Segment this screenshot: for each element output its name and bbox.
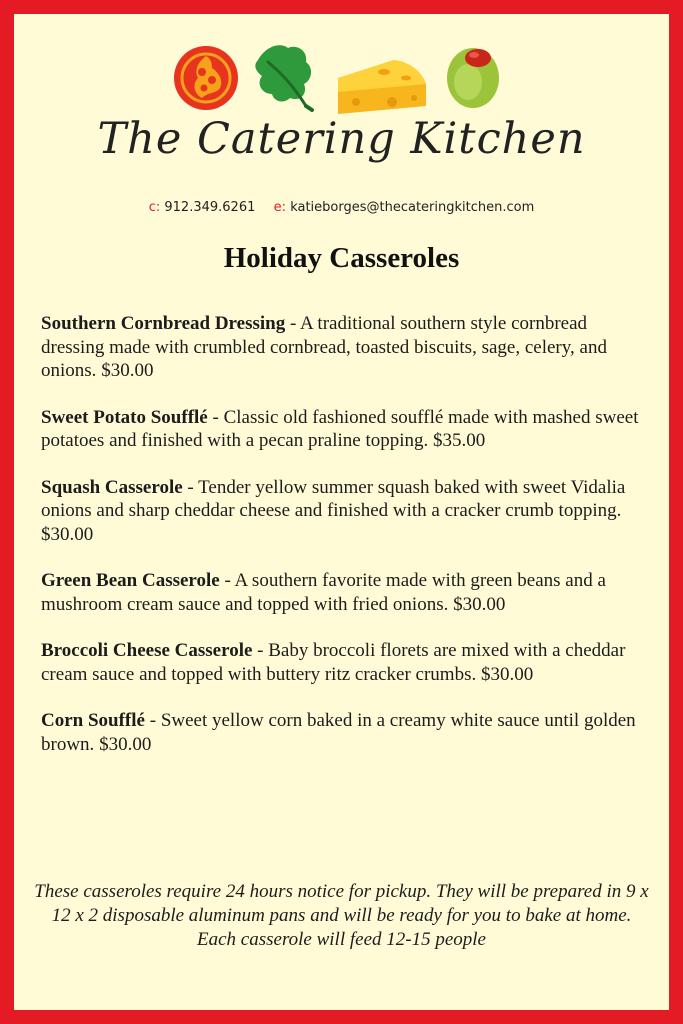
item-name: Southern Cornbread Dressing <box>41 313 286 334</box>
menu-item: Southern Cornbread Dressing - A traditional southern style cornbread dressing made with crumbled cornbread, toasted biscuits, sage, celery, and onions. $30.00 <box>41 313 607 381</box>
menu-item: Squash Casserole - Tender yellow summer squash baked with sweet Vidalia onions and sharp cheddar cheese and finished with a cracker crumb topping. $30.00 <box>41 476 626 545</box>
item-price: $30.00 <box>99 733 152 755</box>
item-price: $30.00 <box>453 593 506 615</box>
pickup-note: These casseroles require 24 hours notice for pickup. They will be prepared in 9 x 12 x 2 disposable aluminum pans and will be ready for you to bake at home. Each casserole will feed 12-15 people <box>34 881 649 950</box>
menu-list <box>41 312 641 779</box>
phone-number[interactable]: 912.349.6261 <box>164 200 256 215</box>
email-address[interactable]: katieborges@thecateringkitchen.com <box>290 200 535 215</box>
item-name: Green Bean Casserole <box>41 570 220 591</box>
item-price: $35.00 <box>433 430 486 451</box>
item-description: A traditional southern style cornbread dressing made with crumbled cornbread, toasted biscuits, sage, celery, and onions. <box>41 313 607 381</box>
menu-item: Green Bean Casserole - A southern favorite made with green beans and a mushroom cream sauce and topped with fried onions. $30.00 <box>41 570 606 615</box>
page-title: Holiday Casseroles <box>223 242 460 274</box>
tomato-icon <box>172 44 240 112</box>
olive-icon <box>444 42 502 110</box>
item-description: Sweet yellow corn baked in a creamy white sauce until golden brown. <box>41 710 636 755</box>
item-price: $30.00 <box>41 523 94 545</box>
brand-title: The Catering Kitchen <box>97 114 586 164</box>
menu-item: Corn Soufflé - Sweet yellow corn baked in a creamy white sauce until golden brown. $30.00 <box>41 710 636 755</box>
item-description: Classic old fashioned soufflé made with mashed sweet potatoes and finished with a pecan praline topping. <box>41 406 639 451</box>
phone-label: c: <box>148 200 161 215</box>
item-description: Baby broccoli florets are mixed with a cheddar cream sauce and topped with buttery ritz cracker crumbs. <box>41 640 626 685</box>
cheese-icon <box>334 56 430 118</box>
menu-card <box>14 14 669 1010</box>
email-label: e: <box>273 200 287 215</box>
item-description: Tender yellow summer squash baked with sweet Vidalia onions and sharp cheddar cheese and finished with a cracker crumb topping. <box>41 476 626 521</box>
item-name: Squash Casserole <box>41 476 183 498</box>
item-price: $30.00 <box>101 360 154 381</box>
header-icons <box>14 36 669 116</box>
basil-leaf-icon <box>248 40 318 112</box>
menu-item: Sweet Potato Soufflé - Classic old fashioned soufflé made with mashed sweet potatoes and finished with a pecan praline topping. $35.00 <box>41 406 639 451</box>
item-name: Corn Soufflé <box>41 710 145 731</box>
item-name: Broccoli Cheese Casserole <box>41 640 253 661</box>
item-price: $30.00 <box>480 663 534 685</box>
contact-line <box>14 200 669 215</box>
item-description: A southern favorite made with green beans and a mushroom cream sauce and topped with fried onions. <box>41 570 606 615</box>
item-name: Sweet Potato Soufflé <box>41 406 208 428</box>
menu-item: Broccoli Cheese Casserole - Baby broccoli florets are mixed with a cheddar cream sauce and topped with buttery ritz cracker crumbs. $30.00 <box>41 640 626 685</box>
